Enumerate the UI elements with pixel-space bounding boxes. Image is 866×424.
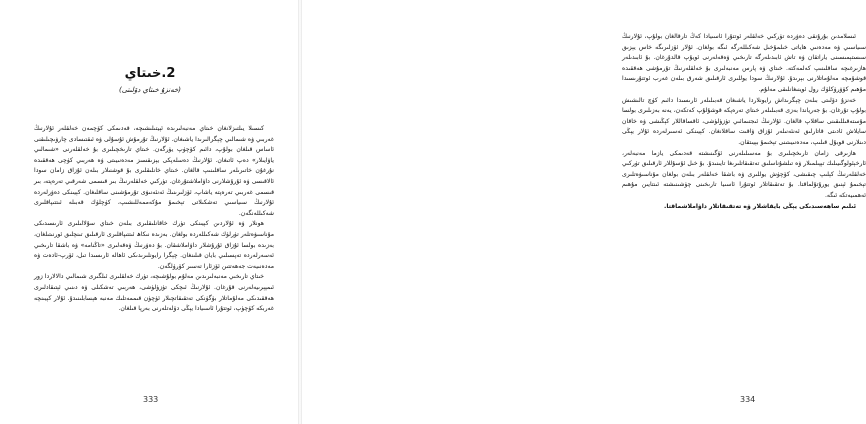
paragraph: خەنزۇ دۆلىتى بىلەن چېگرىداش رايونلاردا ياشىغان قەبىلىلەر ئارىسىدا دائىم كۈچ تالىشىش بولۇپ تۇرغان. بۇ جەرياندا بەزى قەبىلىلەر خىتاي تەرەپكە قوشۇلۇپ كەتكەن، يەنە بەزىلىرى بولسا مۇستەقىللىقىنى ساقلاپ قالغان. ئۇلارنىڭ ئىجتىمائىي تۈزۈلۈشى، ئاقساقاللار كېڭىشى ۋە خاقان سايلاش ئادىتى قاتارلىق ئەنئەنىلەر ئۇزاق ۋاقىت ساقلانغان. كېيىنكى ئەسىرلەردە ئۇلار يېڭى دىنلارنى قوبۇل قىلىپ، مەدەنىيىتىنى تېخىمۇ بېيىتقان. (622, 96, 866, 146)
right-text-column (622, 32, 866, 212)
left-page (0, 0, 300, 424)
right-page (300, 0, 866, 424)
paragraph: ئىسلامدىن بۇرۇنقى دەۋردە تۈركىي خەلقلەر ئوتتۇرا ئاسىيادا كەڭ تارقالغان بولۇپ، ئۇلارنىڭ سىياسىي ۋە مەدەنىي ھاياتى خىلمۇخىل شەكىللەرگە ئىگە بولغان. ئۇلار ئۆزلىرىگە خاس يېزىق سىستېمىسىنى ياراتقان ۋە تاش ئابىدىلەرگە تارىخىي ۋەقەلەرنى ئويۇپ قالدۇرغان. بۇ ئابىدىلەر ھازىرغىچە ساقلىنىپ كەلمەكتە. خىتاي ۋە پارس مەنبەلىرى بۇ خەلقلەرنىڭ تۇرمۇشى ھەققىدە قوشۇمچە مەلۇماتلارنى بېرىدۇ. ئۇلارنىڭ سودا يوللىرى ئارقىلىق شەرق بىلەن غەرب ئوتتۇرىسىدا مۇھىم كۆۋرۈكلۈك رول ئوينىغانلىقى مەلۇم. (622, 33, 866, 93)
chapter-heading: 2.خىتاي (124, 66, 176, 81)
paragraph: ھونلار ۋە ئۇلاردىن كېيىنكى تۈرك خاقانلىقلىرى بىلەن خىتاي سۇلالىلىرى ئارىسىدىكى مۇناسىۋەتلەر تۈرلۈك شەكىللەردە بولغان. بەزىدە نىكاھ ئىتتىپاقلىرى ئارقىلىق تىنچلىق ئورنىتىلغان، بەزىدە بولسا ئۇزاق ئۇرۇشلار داۋاملاشقان. بۇ دەۋرنىڭ ۋەقەلىرى «تاڭنامە» ۋە باشقا تارىخىي ئەسەرلەردە تەپسىلىي بايان قىلىنغان. چېگرا رايونلىرىدىكى ئاھالە ئارىسىدا تىل، ئۆرپ-ئادەت ۋە مەدەنىيەت جەھەتتىن ئۆزئارا تەسىر كۆرۈلگەن. (34, 220, 274, 270)
paragraph: كىسىلا يىلتىزلانغان خىتاي مەنبەلىرىدە ئېيتىلىشىچە، قەدىمكى كۆچمەن خەلقلەر ئۇلارنىڭ غەربىي ۋە شىمالىي چېگرالىرىدا ياشىغان. ئۇلارنىڭ تۇرمۇش ئۇسۇلى ۋە ئىقتىسادى چارۋىچىلىقنى ئاساس قىلغان بولۇپ، دائىم كۆچۈپ يۈرگەن. خىتاي تارىخچىلىرى بۇ خەلقلەرنى «شىمالىي ياۋايىلار» دەپ ئاتىغان. ئۇلارنىڭ دەسلەپكى يېزىقسىز مەدەنىيىتى ۋە ھەربىي كۈچى ھەققىدە نۇرغۇن خاتىرىلەر ساقلىنىپ قالغان. خىتاي خانلىقلىرى بۇ قوشنىلار بىلەن ئۇزاق زامان سودا ئالاقىسى ۋە ئۇرۇشلارنى داۋاملاشتۇرغان. تۈركىي خەلقلەرنىڭ بىر قىسمى شەرقىي تەرەپتە، بىر قىسمى غەربىي تەرەپتە ياشاپ، ئۆزلىرىنىڭ ئەنئەنىۋى تۇرمۇشىنى ساقلىغان. كېيىنكى دەۋرلەردە ئۇلارنىڭ سىياسىي تەشكىلاتى تېخىمۇ مۇكەممەللىشىپ، كۈچلۈك قەبىلە ئىتتىپاقلىرى شەكىللەنگەن. (34, 125, 274, 217)
paragraph: ئىلىم ساھەسىدىكى يېڭى بايقاشلار ۋە تەتقىقاتلار داۋاملاشماقتا. (664, 202, 856, 210)
paragraph: خىتاي تارىخىي مەنبەلىرىدىن مەلۇم بولۇشىچە، تۈرك خەلقلىرى ئىلگىرى شىمالىي دالالاردا زور ئىمپېرىيەلەرنى قۇرغان. ئۇلارنىڭ ئىچكى تۈزۈلۈشى، ھەربىي تەشكىلى ۋە دىنىي ئېتىقادلىرى ھەققىدىكى مەلۇماتلار بۈگۈنكى تەتقىقاتچىلار ئۈچۈن قىممەتلىك مەنبە ھېسابلىنىدۇ. ئۇلار كېيىنچە غەربكە كۆچۈپ، ئوتتۇرا ئاسىيادا يېڭى دۆلەتلەرنى بەرپا قىلغان. (34, 273, 274, 313)
left-text-column (34, 124, 274, 315)
page-number: 333 (143, 395, 159, 404)
page-number: 334 (740, 395, 756, 404)
chapter-subheading: (خەنزۇ خىتاي دۆلىتى) (118, 86, 182, 94)
paragraph: ھازىرقى زامان تارىخچىلىرى بۇ مەسىلىلەرنى ئۆگىنىشتە قەدىمكى يازما مەنبەلەر، ئارخېئولوگىيىلىك تېپىلمىلار ۋە تىلشۇناسلىق تەتقىقاتلىرىغا تايىنىدۇ. بۇ خىل ئۇسۇللار ئارقىلىق تۈركىي خەلقلەرنىڭ كېلىپ چىقىشى، كۆچۈش يوللىرى ۋە باشقا خەلقلەر بىلەن بولغان مۇناسىۋەتلىرى تېخىمۇ ئېنىق يورۇتۇلماقتا. بۇ تەتقىقاتلار ئوتتۇرا ئاسىيا تارىخىنى چۈشىنىشتە ئىنتايىن مۇھىم ئەھمىيەتكە ئىگە. (622, 149, 866, 199)
